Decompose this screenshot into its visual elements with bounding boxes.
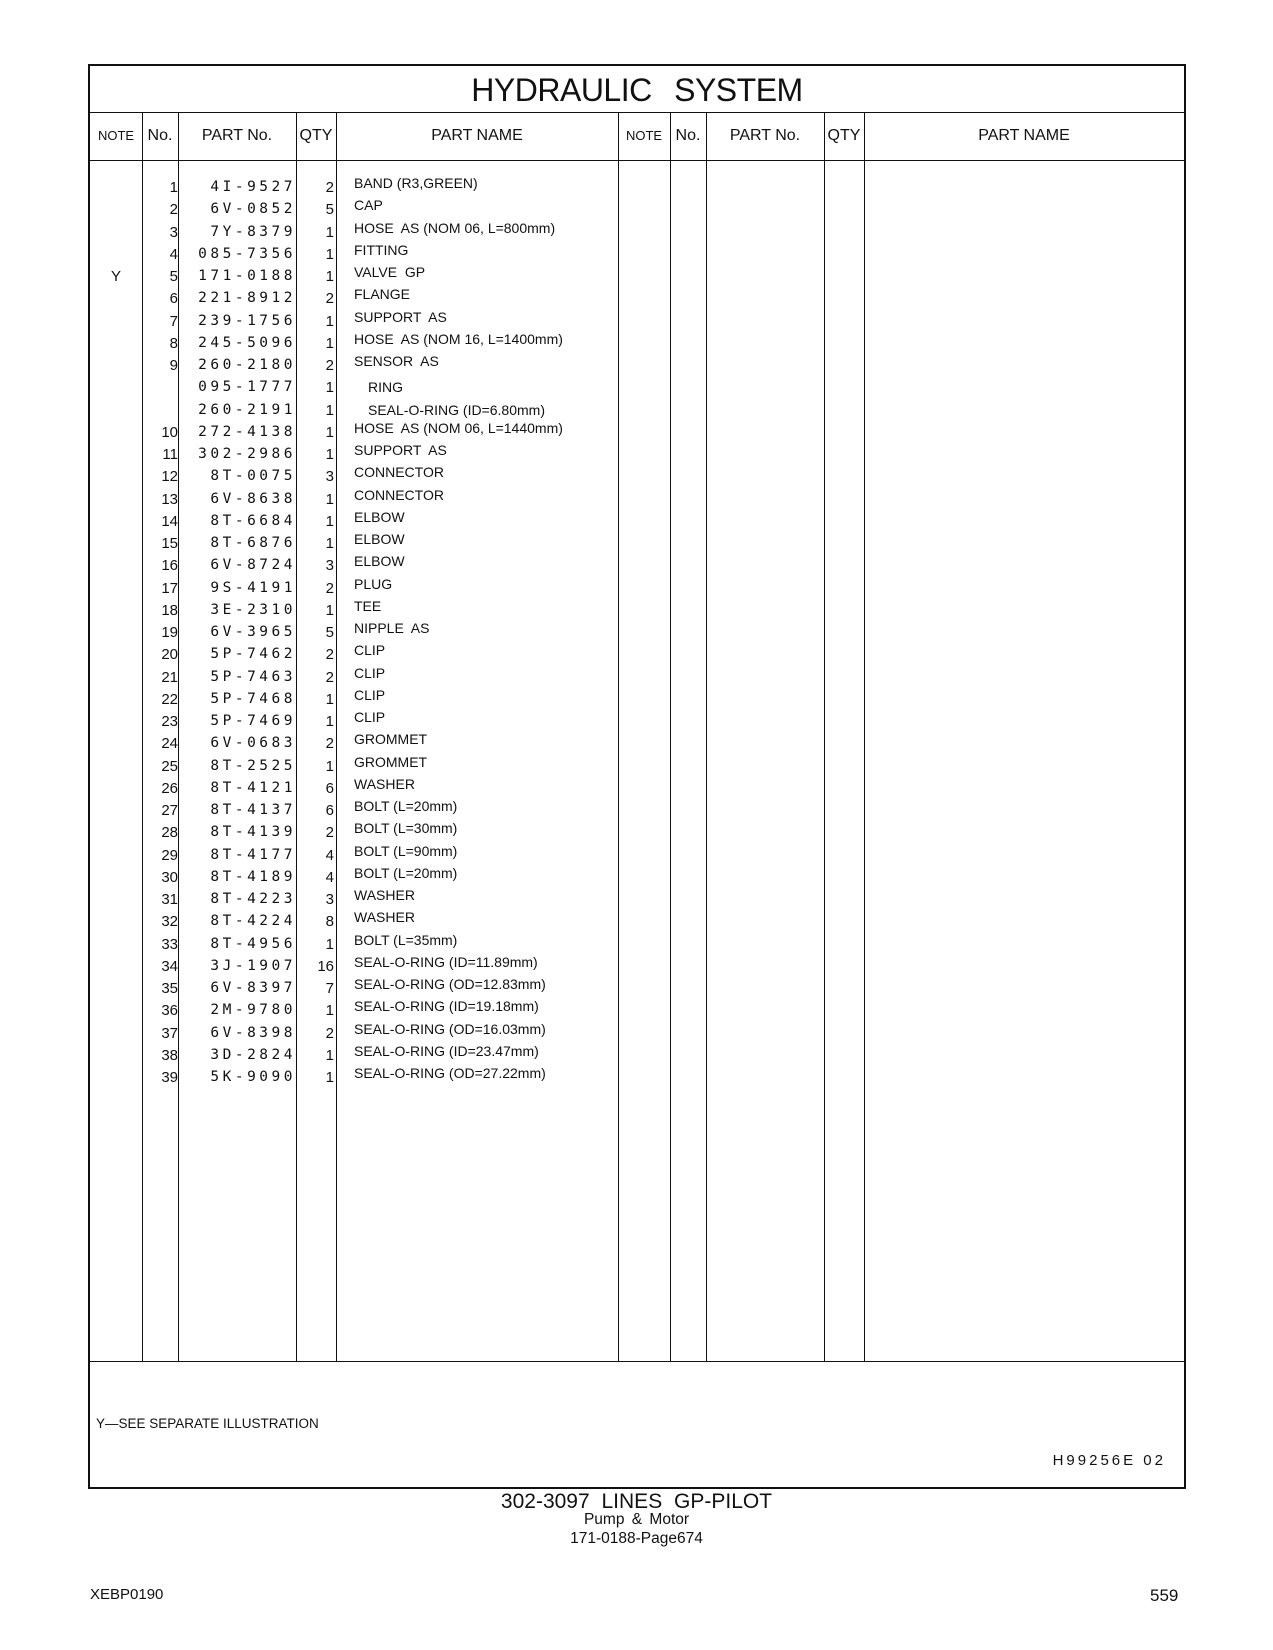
row-item-number: 25 (161, 757, 178, 775)
row-quantity: 2 (325, 646, 334, 664)
row-quantity: 16 (317, 957, 334, 975)
row-part-name: SEAL-O-RING (OD=16.03mm) (354, 1020, 546, 1037)
row-item-number: 19 (161, 624, 178, 641)
table-row (90, 1066, 640, 1089)
row-part-number: 8T-6876 (210, 535, 296, 551)
row-item-number: 34 (161, 957, 178, 975)
row-part-number: 4I-9527 (210, 179, 296, 195)
row-item-number: 15 (161, 535, 178, 552)
row-part-number: 3E-2310 (210, 601, 296, 618)
row-part-number: 7Y-8379 (210, 223, 296, 240)
row-note: Y (110, 268, 121, 285)
row-part-name: ELBOW (354, 531, 405, 547)
row-quantity: 1 (325, 490, 334, 508)
row-item-number: 24 (161, 735, 178, 753)
row-item-number: 11 (162, 446, 178, 463)
row-part-number: 221-8912 (198, 290, 296, 307)
row-part-name: CLIP (354, 709, 386, 725)
row-quantity: 5 (325, 624, 334, 641)
row-item-number: 17 (161, 579, 178, 597)
row-part-number: 6V-8724 (210, 557, 296, 574)
row-part-name: GROMMET (354, 731, 428, 748)
row-part-number: 5P-7469 (210, 713, 296, 729)
parts-list-frame (88, 64, 1186, 1489)
row-quantity: 2 (325, 668, 334, 686)
row-item-number: 2 (169, 201, 178, 219)
header-part-no-right: PART No. (729, 127, 801, 144)
row-part-number: 8T-6684 (210, 512, 296, 529)
header-note: NOTE (97, 128, 135, 143)
row-item-number: 29 (161, 846, 178, 864)
section-title: HYDRAULIC SYSTEM (90, 66, 1184, 113)
row-item-number: 9 (169, 357, 178, 374)
row-item-number: 5 (169, 268, 178, 285)
row-item-number: 16 (161, 557, 178, 575)
row-quantity: 5 (325, 201, 334, 219)
row-quantity: 1 (325, 757, 334, 775)
row-part-name: BOLT (L=20mm) (354, 798, 458, 814)
row-part-name: SENSOR AS (354, 353, 439, 369)
row-part-number: 5P-7462 (210, 646, 296, 663)
row-part-number: 8T-4177 (210, 846, 296, 863)
illustration-code: H99256E 02 (1052, 1452, 1166, 1469)
row-quantity: 1 (325, 1046, 334, 1064)
row-quantity: 1 (325, 713, 334, 730)
row-part-number: 6V-3965 (210, 624, 296, 640)
row-part-number: 6V-8638 (210, 490, 296, 507)
row-item-number: 12 (161, 468, 178, 486)
row-quantity: 2 (325, 735, 334, 753)
row-quantity: 1 (325, 512, 334, 530)
row-item-number: 35 (161, 980, 178, 997)
row-part-name: CLIP (354, 686, 386, 703)
row-quantity: 1 (325, 1002, 334, 1020)
row-part-number: 260-2180 (198, 357, 296, 373)
row-item-number: 13 (161, 490, 178, 508)
header-part-no: PART No. (201, 127, 273, 144)
row-part-name: ELBOW (354, 508, 405, 525)
row-item-number: 37 (161, 1024, 178, 1042)
row-part-number: 5K-9090 (210, 1069, 296, 1085)
row-part-name: ELBOW (354, 553, 405, 570)
row-item-number: 32 (161, 913, 178, 931)
row-part-name: PLUG (354, 575, 393, 592)
row-part-name: CAP (354, 197, 383, 214)
row-part-name: RING (368, 379, 403, 396)
row-quantity: 1 (325, 1069, 334, 1086)
table-row (90, 376, 640, 399)
row-part-name: VALVE GP (354, 264, 426, 280)
row-part-number: 8T-4224 (210, 913, 296, 930)
row-item-number: 3 (169, 223, 178, 241)
row-part-number: 272-4138 (198, 423, 296, 440)
row-part-number: 239-1756 (198, 312, 296, 329)
row-quantity: 2 (325, 579, 334, 597)
header-no-right: No. (675, 127, 701, 144)
row-item-number: 20 (161, 646, 178, 664)
row-part-number: 260-2191 (198, 401, 296, 418)
row-part-name: FITTING (354, 241, 409, 258)
caption-page-ref: 171-0188-Page674 (570, 1530, 703, 1547)
row-part-name: SEAL-O-RING (OD=12.83mm) (354, 976, 546, 992)
row-part-number: 8T-4139 (210, 824, 296, 841)
row-part-number: 8T-4956 (210, 935, 296, 952)
row-part-name: GROMMET (354, 753, 428, 770)
row-quantity: 4 (325, 846, 334, 864)
row-quantity: 1 (325, 268, 334, 285)
row-quantity: 3 (325, 557, 334, 575)
caption-subtitle: Pump & Motor (583, 1511, 690, 1528)
row-part-number: 5P-7463 (210, 668, 296, 685)
column-divider (864, 112, 865, 1361)
row-quantity: 2 (325, 357, 334, 374)
row-part-number: 2M-9780 (210, 1002, 296, 1019)
row-item-number: 1 (169, 179, 178, 196)
page-number: 559 (1150, 1586, 1179, 1605)
row-part-name: CLIP (354, 664, 386, 681)
row-part-name: SEAL-O-RING (OD=27.22mm) (354, 1065, 546, 1081)
row-part-name: CLIP (354, 642, 386, 659)
row-item-number: 27 (161, 802, 178, 819)
row-quantity: 4 (325, 868, 334, 886)
row-part-name: BOLT (L=90mm) (354, 842, 458, 859)
row-quantity: 1 (325, 245, 334, 263)
row-part-name: WASHER (354, 775, 415, 792)
row-part-number: 6V-0683 (210, 735, 296, 752)
row-quantity: 3 (325, 891, 334, 908)
column-divider (706, 112, 707, 1361)
row-part-name: HOSE AS (NOM 06, L=1440mm) (354, 419, 563, 436)
row-quantity: 2 (325, 290, 334, 308)
row-part-number: 8T-4121 (210, 779, 296, 796)
row-part-number: 5P-7468 (210, 690, 296, 707)
row-item-number: 23 (161, 713, 178, 730)
row-quantity: 1 (325, 690, 334, 708)
row-item-number: 39 (161, 1069, 178, 1086)
row-quantity: 2 (325, 1024, 334, 1042)
row-quantity: 1 (325, 446, 334, 463)
row-part-name: HOSE AS (NOM 16, L=1400mm) (354, 330, 563, 347)
row-part-name: SUPPORT AS (354, 308, 447, 325)
row-part-name: SEAL-O-RING (ID=11.89mm) (354, 953, 538, 970)
row-part-name: BAND (R3,GREEN) (354, 175, 478, 191)
row-part-name: NIPPLE AS (354, 620, 430, 636)
row-part-number: 9S-4191 (210, 579, 296, 596)
row-quantity: 1 (325, 334, 334, 352)
row-part-number: 8T-2525 (210, 757, 296, 774)
column-divider (824, 112, 825, 1361)
row-part-name: SEAL-O-RING (ID=19.18mm) (354, 998, 539, 1015)
row-part-number: 302-2986 (198, 446, 296, 462)
row-part-name: BOLT (L=30mm) (354, 820, 458, 837)
row-quantity: 1 (325, 401, 334, 419)
row-item-number: 10 (161, 423, 178, 441)
header-qty: QTY (299, 127, 333, 144)
row-quantity: 6 (325, 779, 334, 797)
table-header (90, 112, 1184, 161)
row-item-number: 36 (161, 1002, 178, 1020)
row-part-number: 6V-8398 (210, 1024, 296, 1041)
row-part-number: 6V-8397 (210, 980, 296, 996)
table-bottom-rule (90, 1361, 1184, 1362)
row-item-number: 30 (161, 868, 178, 886)
row-part-name: BOLT (L=20mm) (354, 864, 458, 881)
row-part-number: 171-0188 (198, 268, 296, 284)
row-part-number: 085-7356 (198, 245, 296, 262)
row-quantity: 3 (325, 468, 334, 486)
row-part-name: CONNECTOR (354, 486, 444, 503)
row-part-name: CONNECTOR (354, 464, 444, 481)
table-row (90, 354, 640, 377)
row-item-number: 31 (161, 891, 178, 908)
row-quantity: 1 (325, 312, 334, 330)
row-quantity: 1 (325, 935, 334, 953)
header-part-name: PART NAME (431, 127, 523, 144)
header-part-name-right: PART NAME (978, 127, 1070, 144)
row-item-number: 6 (169, 290, 178, 308)
caption-group-title: 302-3097 LINES GP-PILOT (500, 1490, 773, 1513)
row-item-number: 28 (161, 824, 178, 842)
row-part-name: WASHER (354, 887, 415, 903)
row-part-name: WASHER (354, 909, 415, 926)
row-part-number: 6V-0852 (210, 201, 296, 218)
row-item-number: 22 (161, 690, 178, 708)
row-part-number: 3D-2824 (210, 1046, 296, 1063)
row-quantity: 7 (325, 980, 334, 997)
header-note-right: NOTE (625, 128, 663, 143)
row-quantity: 8 (325, 913, 334, 931)
row-item-number: 7 (169, 312, 178, 330)
row-item-number: 33 (161, 935, 178, 953)
row-item-number: 26 (161, 779, 178, 797)
document-id: XEBP0190 (90, 1586, 164, 1603)
row-quantity: 1 (325, 601, 334, 619)
row-quantity: 6 (325, 802, 334, 819)
row-part-name: HOSE AS (NOM 06, L=800mm) (354, 219, 556, 236)
row-quantity: 1 (325, 423, 334, 441)
footnote: Y—SEE SEPARATE ILLUSTRATION (96, 1416, 319, 1431)
row-quantity: 1 (325, 379, 334, 397)
row-part-name: SEAL-O-RING (ID=23.47mm) (354, 1042, 539, 1059)
row-item-number: 8 (169, 334, 178, 352)
row-part-name: TEE (354, 597, 382, 614)
row-part-number: 8T-4189 (210, 868, 296, 885)
row-part-number: 8T-0075 (210, 468, 296, 485)
header-qty-right: QTY (827, 127, 861, 144)
row-part-number: 095-1777 (198, 379, 296, 396)
row-item-number: 4 (169, 245, 178, 263)
row-part-number: 8T-4137 (210, 802, 296, 818)
row-part-name: BOLT (L=35mm) (354, 931, 458, 948)
row-item-number: 38 (161, 1046, 178, 1064)
header-no: No. (147, 127, 173, 144)
row-part-number: 8T-4223 (210, 891, 296, 907)
row-quantity: 1 (325, 535, 334, 552)
row-item-number: 18 (161, 601, 178, 619)
row-part-name: SUPPORT AS (354, 442, 447, 458)
row-quantity: 1 (325, 223, 334, 241)
row-item-number: 14 (161, 512, 178, 530)
row-part-number: 3J-1907 (210, 957, 296, 974)
row-part-name: SEAL-O-RING (ID=6.80mm) (368, 401, 545, 418)
row-quantity: 2 (325, 824, 334, 842)
row-quantity: 2 (325, 179, 334, 196)
column-divider (670, 112, 671, 1361)
row-item-number: 21 (161, 668, 178, 686)
row-part-number: 245-5096 (198, 334, 296, 351)
row-part-name: FLANGE (354, 286, 411, 303)
